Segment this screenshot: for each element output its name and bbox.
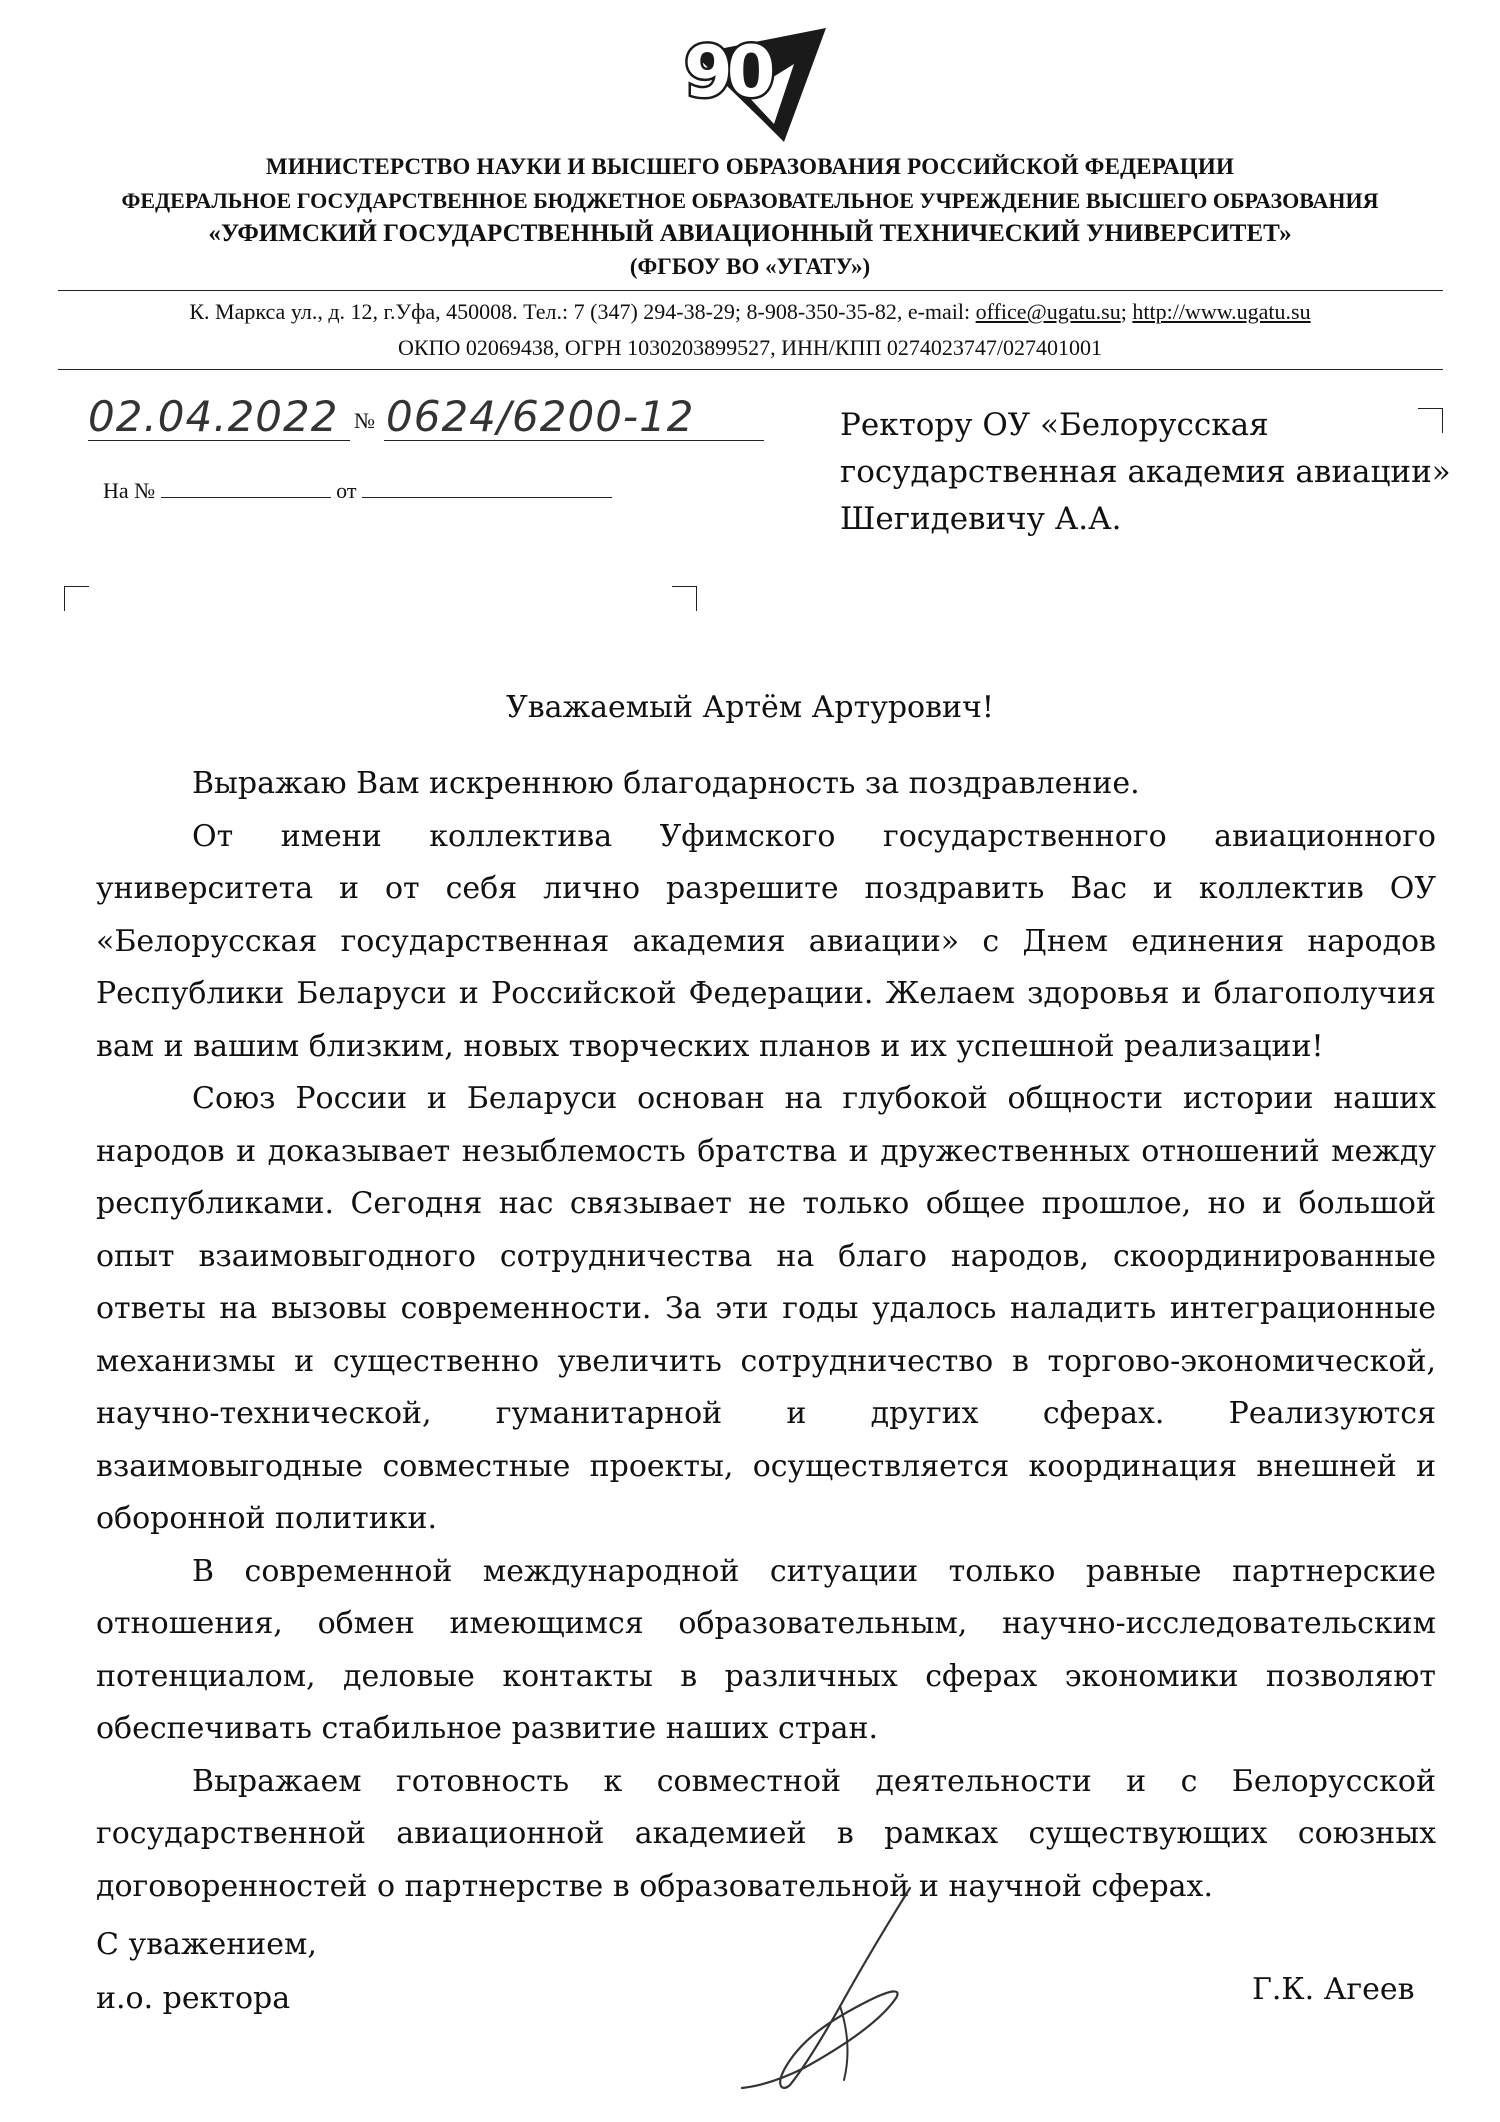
paragraph: Выражаем готовность к совместной деятельности и с Белорусской государственной авиационной академией в рамках существующих союзных договоренностей о партнерстве в образовательной и научной сферах. <box>96 1763 1436 1904</box>
svg-text:90: 90 <box>684 31 770 113</box>
letterhead-institution-type: ФЕДЕРАЛЬНОЕ ГОСУДАРСТВЕННОЕ БЮДЖЕТНОЕ ОБРАЗОВАТЕЛЬНОЕ УЧРЕЖДЕНИЕ ВЫСШЕГО ОБРАЗОВАНИЯ <box>121 188 1379 213</box>
address-separator: ; <box>1120 299 1133 324</box>
university-logo-icon <box>676 24 826 144</box>
signer-name: Г.К. Агеев <box>1252 1972 1415 2007</box>
ref-label: На № <box>103 478 156 503</box>
letterhead-ministry: МИНИСТЕРСТВО НАУКИ И ВЫСШЕГО ОБРАЗОВАНИЯ РОССИЙСКОЙ ФЕДЕРАЦИИ <box>265 154 1235 179</box>
reference-line <box>103 478 612 504</box>
email-link[interactable]: office@ugatu.su <box>975 299 1121 324</box>
addressee-line: Ректору ОУ «Белорусская <box>840 407 1269 443</box>
letterhead-university-name: «УФИМСКИЙ ГОСУДАРСТВЕННЫЙ АВИАЦИОННЫЙ ТЕХНИЧЕСКИЙ УНИВЕРСИТЕТ» <box>208 220 1292 247</box>
addressee-line: государственная академия авиации» <box>840 454 1451 490</box>
ref-number-blank <box>161 479 331 498</box>
paragraph: От имени коллектива Уфимского государственного авиационного университета и от себя лично разрешите поздравить Вас и коллектив ОУ «Белорусская государственная академия авиации» с Днем единения народов Республики Беларуси и Российской Федерации. Желаем здоровья и благополучия вам и вашим близким, новых творческих планов и их успешной реализации! <box>96 818 1436 1064</box>
paragraph: Выражаю Вам искреннюю благодарность за поздравление. <box>192 766 1140 801</box>
date-underline <box>88 440 350 441</box>
registration-number: 0624/6200-12 <box>386 392 695 441</box>
addressee-line: Шегидевичу А.А. <box>840 501 1122 537</box>
ref-date-blank <box>362 479 612 498</box>
address-text: К. Маркса ул., д. 12, г.Уфа, 450008. Тел.: 7 (347) 294-38-29; 8-908-350-35-82, e-mail: <box>189 299 976 324</box>
signature-icon <box>720 1880 940 2095</box>
letterhead-registry-codes: ОКПО 02069438, ОГРН 1030203899527, ИНН/КПП 0274023747/027401001 <box>398 335 1102 360</box>
letterhead-divider-bottom <box>58 369 1443 370</box>
addressee-block <box>840 402 1451 543</box>
ref-from-label: от <box>336 478 357 503</box>
number-sign: № <box>354 408 375 433</box>
closing-phrase: С уважением, <box>96 1927 317 1962</box>
signer-title: и.о. ректора <box>96 1981 291 2016</box>
paragraph: В современной международной ситуации только равные партнерские отношения, обмен имеющимся образовательным, научно-исследовательским потенциалом, деловые контакты в различных сферах экономики позволяют обеспечивать стабильное развитие наших стран. <box>96 1553 1436 1746</box>
paragraph: Союз России и Беларуси основан на глубокой общности истории наших народов и доказывает незыблемость братства и дружественных отношений между республиками. Сегодня нас связывает не только общее прошлое, но и большой опыт взаимовыгодного сотрудничества на благо народов, скоординированные ответы на вызовы современности. За эти годы удалось наладить интеграционные механизмы и существенно увеличить сотрудничество в торгово-экономической, научно-технической, гуманитарной и других сферах. Реализуются взаимовыгодные совместные проекты, осуществляется координация внешней и оборонной политики. <box>96 1081 1436 1536</box>
closing-block <box>96 1918 317 2026</box>
corner-mark <box>64 586 89 611</box>
letterhead-divider <box>58 290 1443 291</box>
number-underline <box>384 440 764 441</box>
letter-body <box>96 758 1436 1913</box>
corner-mark <box>672 586 697 611</box>
website-link[interactable]: http://www.ugatu.su <box>1132 299 1311 324</box>
salutation: Уважаемый Артём Артурович! <box>506 690 994 725</box>
letterhead-address <box>60 299 1440 325</box>
registration-block <box>88 392 768 452</box>
registration-date: 02.04.2022 <box>88 392 339 441</box>
letterhead-abbreviation: (ФГБОУ ВО «УГАТУ») <box>629 254 871 279</box>
